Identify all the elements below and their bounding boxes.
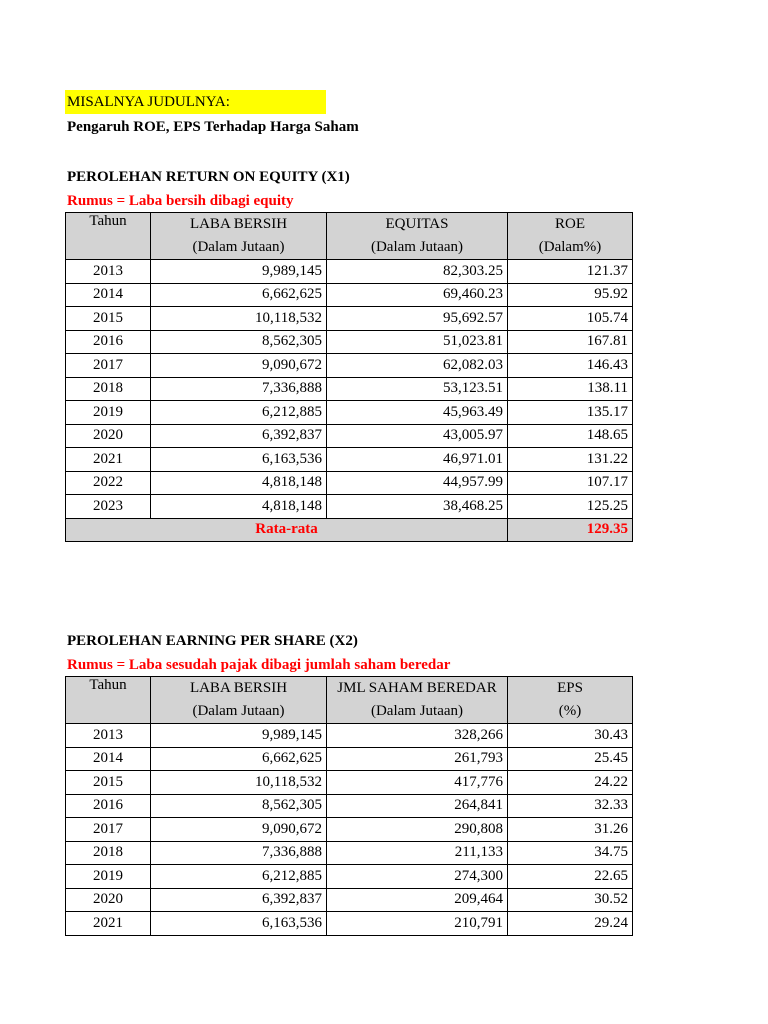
roe-cell-year: 2016 xyxy=(66,330,151,354)
roe-cell-profit: 8,562,305 xyxy=(151,330,327,354)
roe-table-row xyxy=(66,495,633,519)
roe-table-row xyxy=(66,471,633,495)
roe-cell-equity: 38,468.25 xyxy=(327,495,508,519)
eps-subheader-shares: (Dalam Jutaan) xyxy=(327,700,508,724)
roe-cell-profit: 4,818,148 xyxy=(151,471,327,495)
roe-cell-roe: 148.65 xyxy=(508,424,633,448)
eps-table-row xyxy=(66,888,633,912)
document-label: MISALNYA JUDULNYA: xyxy=(65,90,326,114)
eps-cell-profit: 9,989,145 xyxy=(151,724,327,748)
roe-cell-year: 2013 xyxy=(66,260,151,284)
eps-cell-profit: 10,118,532 xyxy=(151,771,327,795)
roe-cell-roe: 146.43 xyxy=(508,354,633,378)
eps-cell-year: 2013 xyxy=(66,724,151,748)
roe-average-row xyxy=(66,518,633,542)
eps-table-row xyxy=(66,771,633,795)
roe-cell-profit: 6,662,625 xyxy=(151,283,327,307)
roe-cell-year: 2022 xyxy=(66,471,151,495)
eps-cell-year: 2016 xyxy=(66,794,151,818)
document-subtitle: Pengaruh ROE, EPS Terhadap Harga Saham xyxy=(67,119,359,135)
eps-table-row xyxy=(66,865,633,889)
roe-header-year: Tahun xyxy=(66,213,151,237)
roe-cell-profit: 9,989,145 xyxy=(151,260,327,284)
eps-cell-year: 2017 xyxy=(66,818,151,842)
roe-table-row xyxy=(66,377,633,401)
roe-subheader-profit: (Dalam Jutaan) xyxy=(151,236,327,260)
roe-cell-equity: 51,023.81 xyxy=(327,330,508,354)
eps-subheader-eps: (%) xyxy=(508,700,633,724)
roe-cell-equity: 44,957.99 xyxy=(327,471,508,495)
roe-cell-roe: 95.92 xyxy=(508,283,633,307)
roe-cell-profit: 7,336,888 xyxy=(151,377,327,401)
roe-section-title: PEROLEHAN RETURN ON EQUITY (X1) xyxy=(67,169,350,185)
eps-cell-shares: 264,841 xyxy=(327,794,508,818)
roe-formula: Rumus = Laba bersih dibagi equity xyxy=(67,193,294,209)
roe-subheader-equity: (Dalam Jutaan) xyxy=(327,236,508,260)
eps-cell-profit: 6,163,536 xyxy=(151,912,327,936)
eps-table-row xyxy=(66,724,633,748)
roe-cell-year: 2019 xyxy=(66,401,151,425)
roe-cell-year: 2021 xyxy=(66,448,151,472)
eps-table-row xyxy=(66,794,633,818)
roe-cell-year: 2018 xyxy=(66,377,151,401)
roe-table xyxy=(65,212,633,542)
roe-cell-profit: 6,212,885 xyxy=(151,401,327,425)
eps-cell-profit: 6,392,837 xyxy=(151,888,327,912)
eps-cell-shares: 417,776 xyxy=(327,771,508,795)
roe-table-row xyxy=(66,354,633,378)
eps-subheader-profit: (Dalam Jutaan) xyxy=(151,700,327,724)
eps-cell-year: 2020 xyxy=(66,888,151,912)
eps-formula: Rumus = Laba sesudah pajak dibagi jumlah saham beredar xyxy=(67,657,451,673)
eps-cell-eps: 30.43 xyxy=(508,724,633,748)
roe-subheader-roe: (Dalam%) xyxy=(508,236,633,260)
roe-cell-equity: 46,971.01 xyxy=(327,448,508,472)
roe-cell-equity: 53,123.51 xyxy=(327,377,508,401)
roe-cell-profit: 6,163,536 xyxy=(151,448,327,472)
eps-header-year: Tahun xyxy=(66,677,151,701)
eps-header-shares: JML SAHAM BEREDAR xyxy=(327,677,508,701)
roe-average-label: Rata-rata xyxy=(66,518,508,542)
eps-cell-shares: 328,266 xyxy=(327,724,508,748)
roe-cell-year: 2020 xyxy=(66,424,151,448)
eps-table-row xyxy=(66,912,633,936)
eps-table-row xyxy=(66,818,633,842)
eps-cell-eps: 34.75 xyxy=(508,841,633,865)
eps-cell-shares: 274,300 xyxy=(327,865,508,889)
roe-cell-roe: 107.17 xyxy=(508,471,633,495)
roe-table-row xyxy=(66,330,633,354)
eps-section-title: PEROLEHAN EARNING PER SHARE (X2) xyxy=(67,633,358,649)
roe-cell-roe: 125.25 xyxy=(508,495,633,519)
roe-cell-profit: 9,090,672 xyxy=(151,354,327,378)
eps-header-eps: EPS xyxy=(508,677,633,701)
roe-table-row xyxy=(66,307,633,331)
roe-cell-equity: 82,303.25 xyxy=(327,260,508,284)
eps-cell-year: 2018 xyxy=(66,841,151,865)
roe-table-row xyxy=(66,401,633,425)
roe-header-profit: LABA BERSIH xyxy=(151,213,327,237)
roe-table-row xyxy=(66,283,633,307)
roe-average-value: 129.35 xyxy=(508,518,633,542)
eps-cell-year: 2021 xyxy=(66,912,151,936)
eps-table-row xyxy=(66,841,633,865)
roe-cell-profit: 4,818,148 xyxy=(151,495,327,519)
eps-cell-shares: 261,793 xyxy=(327,747,508,771)
eps-cell-eps: 31.26 xyxy=(508,818,633,842)
roe-cell-profit: 10,118,532 xyxy=(151,307,327,331)
roe-cell-equity: 95,692.57 xyxy=(327,307,508,331)
eps-cell-profit: 9,090,672 xyxy=(151,818,327,842)
roe-cell-year: 2023 xyxy=(66,495,151,519)
roe-cell-equity: 43,005.97 xyxy=(327,424,508,448)
eps-cell-shares: 209,464 xyxy=(327,888,508,912)
eps-cell-shares: 211,133 xyxy=(327,841,508,865)
roe-cell-roe: 135.17 xyxy=(508,401,633,425)
eps-cell-eps: 29.24 xyxy=(508,912,633,936)
roe-cell-roe: 131.22 xyxy=(508,448,633,472)
eps-cell-profit: 7,336,888 xyxy=(151,841,327,865)
eps-cell-eps: 30.52 xyxy=(508,888,633,912)
eps-header-profit: LABA BERSIH xyxy=(151,677,327,701)
eps-cell-eps: 25.45 xyxy=(508,747,633,771)
eps-cell-profit: 6,212,885 xyxy=(151,865,327,889)
roe-cell-roe: 121.37 xyxy=(508,260,633,284)
eps-table xyxy=(65,676,633,936)
eps-table-row xyxy=(66,747,633,771)
eps-cell-shares: 210,791 xyxy=(327,912,508,936)
roe-cell-roe: 105.74 xyxy=(508,307,633,331)
roe-table-row xyxy=(66,448,633,472)
eps-cell-eps: 32.33 xyxy=(508,794,633,818)
roe-subheader-year xyxy=(66,236,151,260)
eps-cell-eps: 24.22 xyxy=(508,771,633,795)
roe-cell-roe: 138.11 xyxy=(508,377,633,401)
eps-cell-profit: 8,562,305 xyxy=(151,794,327,818)
roe-header-equity: EQUITAS xyxy=(327,213,508,237)
roe-cell-year: 2015 xyxy=(66,307,151,331)
roe-header-roe: ROE xyxy=(508,213,633,237)
roe-cell-equity: 62,082.03 xyxy=(327,354,508,378)
roe-cell-year: 2014 xyxy=(66,283,151,307)
roe-table-row xyxy=(66,424,633,448)
eps-cell-year: 2014 xyxy=(66,747,151,771)
roe-cell-year: 2017 xyxy=(66,354,151,378)
eps-cell-year: 2019 xyxy=(66,865,151,889)
roe-cell-roe: 167.81 xyxy=(508,330,633,354)
roe-cell-profit: 6,392,837 xyxy=(151,424,327,448)
eps-cell-profit: 6,662,625 xyxy=(151,747,327,771)
eps-subheader-year xyxy=(66,700,151,724)
roe-cell-equity: 45,963.49 xyxy=(327,401,508,425)
roe-table-row xyxy=(66,260,633,284)
eps-cell-shares: 290,808 xyxy=(327,818,508,842)
roe-cell-equity: 69,460.23 xyxy=(327,283,508,307)
eps-cell-eps: 22.65 xyxy=(508,865,633,889)
eps-cell-year: 2015 xyxy=(66,771,151,795)
